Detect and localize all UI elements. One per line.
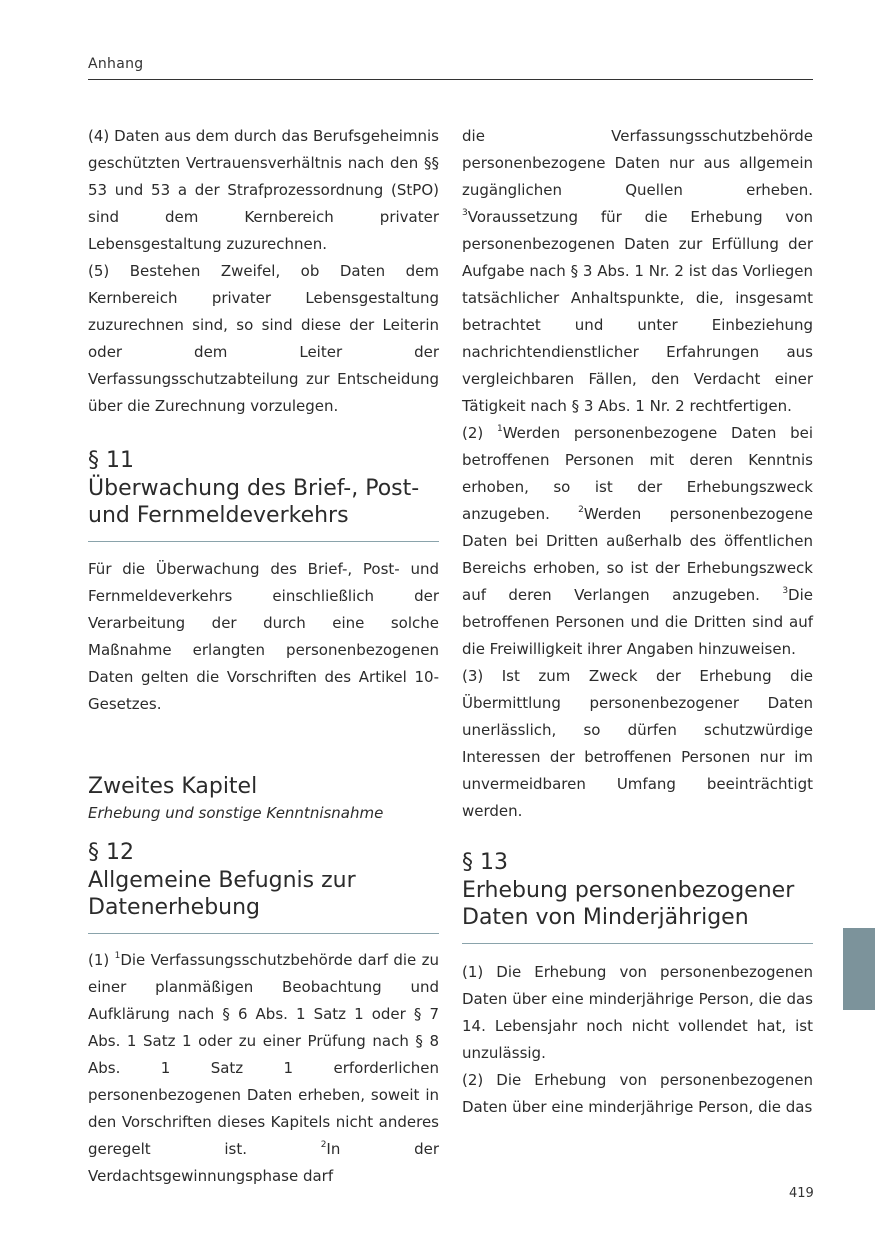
section-11-body: Für die Überwachung des Brief-, Post- und Fernmeldeverkehrs einschließlich der Verarbeitung der durch eine solche Maßnahme erlangten personenbezogenen Daten gelten die Vorschriften des Artikel 10-Gesetzes. — [88, 560, 439, 713]
section-13-paragraph-2: (2) Die Erhebung von personenbezogenen Daten über eine minderjährige Person, die das — [462, 1071, 813, 1116]
section-11-title: Überwachung des Brief-, Post- und Fernmeldeverkehrs — [88, 476, 420, 528]
page-number: 419 — [789, 1186, 814, 1201]
section-11-number: § 11 — [88, 448, 134, 473]
paragraph-4: (4) Daten aus dem durch das Berufsgeheimnis geschützten Vertrauensverhältnis nach den §§ 53 und 53 a der Strafprozessordnung (StPO) sind dem Kernbereich privater Lebensgestaltung zuzurechnen. — [88, 127, 439, 253]
chapter-subtitle: Erhebung und sonstige Kenntnisnahme — [88, 804, 384, 822]
section-12-continuation: die Verfassungsschutzbehörde personenbezogene Daten nur aus allgemein zugänglichen Quellen erheben. $^3$Voraussetzung für die Erhebung von personenbezogenen Daten zur Erfüllung der Aufgabe nach § 3 Abs. 1 Nr. 2 ist das Vorliegen tatsächlicher Anhaltspunkte, die, insgesamt betrachtet und unter Einbeziehung nachrichtendienstlicher Erfahrungen aus vergleichbaren Fällen, den Verdacht einer Tätigkeit nach § 3 Abs. 1 Nr. 2 rechtfertigen. — [462, 127, 813, 415]
section-13-title: Erhebung personenbezogener Daten von Minderjährigen — [462, 878, 795, 930]
section-12-number: § 12 — [88, 840, 134, 865]
chapter-title: Zweites Kapitel — [88, 774, 258, 799]
running-head: Anhang — [88, 56, 144, 72]
left-column — [88, 123, 439, 1190]
chapter-side-tab — [843, 928, 875, 1010]
section-12-paragraph-1: (1) $^1$Die Verfassungsschutzbehörde darf die zu einer planmäßigen Beobachtung und Aufklärung nach § 6 Abs. 1 Satz 1 oder § 7 Abs. 1 Satz 1 oder zu einer Prüfung nach § 8 Abs. 1 Satz 1 erforderlichen personenbezogenen Daten erheben, soweit in den Vorschriften dieses Kapitels nicht anderes geregelt ist. $^2$In der Verdachtsgewinnungsphase darf — [88, 951, 440, 1185]
header-rule — [88, 79, 813, 80]
section-12-paragraph-2: (2) $^1$Werden personenbezogene Daten bei betroffenen Personen mit deren Kenntnis erhoben, so ist der Erhebungszweck anzugeben. $^2$Werden personenbezogene Daten bei Dritten außerhalb des öffentlichen Bereichs erhoben, so ist der Erhebungszweck auf deren Verlangen anzugeben. $^3$Die betroffenen Personen und die Dritten sind auf die Freiwilligkeit ihrer Angaben hinzuweisen. — [462, 424, 814, 658]
section-12-title: Allgemeine Befugnis zur Datenerhebung — [88, 868, 356, 920]
section-13-paragraph-1: (1) Die Erhebung von personenbezogenen Daten über eine minderjährige Person, die das 14. Lebensjahr noch nicht vollendet hat, ist unzulässig. — [462, 963, 813, 1062]
paragraph-5: (5) Bestehen Zweifel, ob Daten dem Kernbereich privater Lebensgestaltung zuzurechnen sind, so sind diese der Leiterin oder dem Leiter der Verfassungsschutzabteilung zur Entscheidung über die Zurechnung vorzulegen. — [88, 262, 439, 415]
right-column — [462, 123, 813, 1121]
section-13-number: § 13 — [462, 850, 508, 875]
section-12-paragraph-3: (3) Ist zum Zweck der Erhebung die Übermittlung personenbezogener Daten unerlässlich, so dürfen schutzwürdige Interessen der betroffenen Personen nur im unvermeidbaren Umfang beeinträchtigt werden. — [462, 667, 813, 820]
